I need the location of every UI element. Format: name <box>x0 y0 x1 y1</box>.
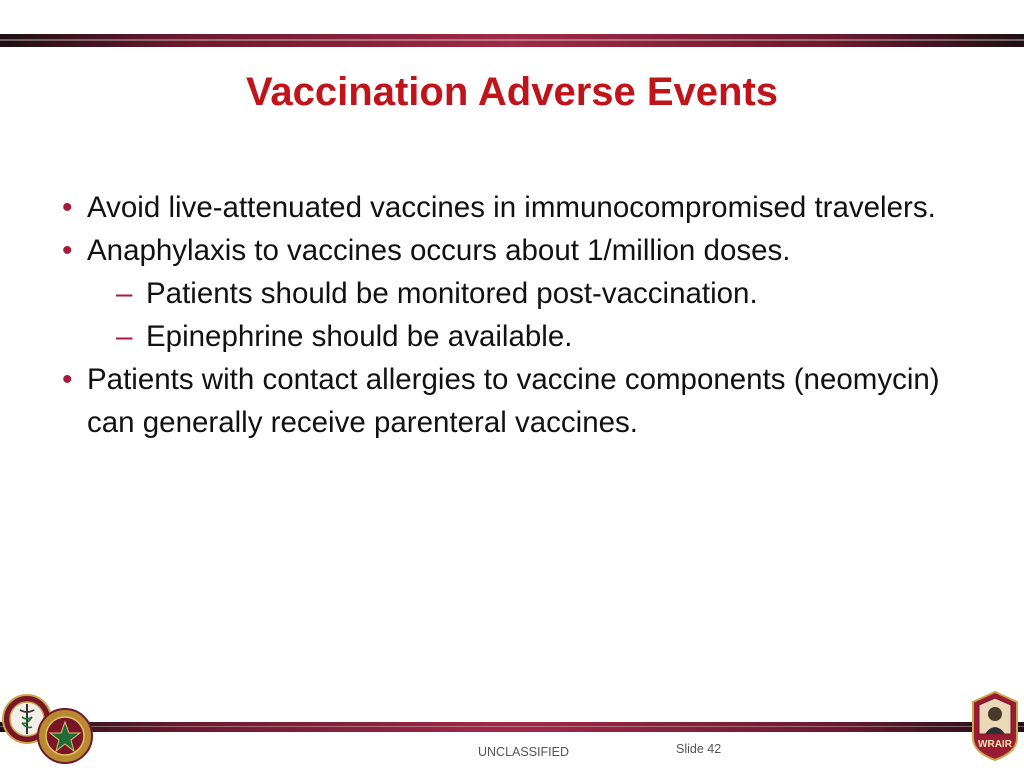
header-band <box>0 34 1024 47</box>
bullet-item: • Avoid live-attenuated vaccines in immunocompromised travelers. <box>62 186 962 229</box>
dash-glyph: – <box>116 320 133 353</box>
army-crest-seal-icon <box>36 706 94 766</box>
wrair-shield-icon <box>970 690 1020 762</box>
footer-band <box>0 722 1024 732</box>
wrair-logo-text: WRAIR <box>978 739 1012 750</box>
slide-title: Vaccination Adverse Events <box>245 70 779 114</box>
bullet-item: • Patients with contact allergies to vaccine components (neomycin) can generally receive parenteral vaccines. <box>62 358 962 444</box>
sub-bullet-text: Epinephrine should be available. <box>146 320 573 353</box>
sub-bullet-text: Patients should be monitored post-vaccination. <box>146 277 758 310</box>
sub-bullet-item <box>62 315 962 358</box>
classification-label: UNCLASSIFIED <box>478 745 569 759</box>
bullet-item: • Anaphylaxis to vaccines occurs about 1/million doses. <box>62 229 962 272</box>
dash-glyph: – <box>116 277 133 310</box>
slide-number: Slide 42 <box>676 742 722 756</box>
slide-content <box>62 186 962 444</box>
sub-bullet-item <box>62 272 962 315</box>
